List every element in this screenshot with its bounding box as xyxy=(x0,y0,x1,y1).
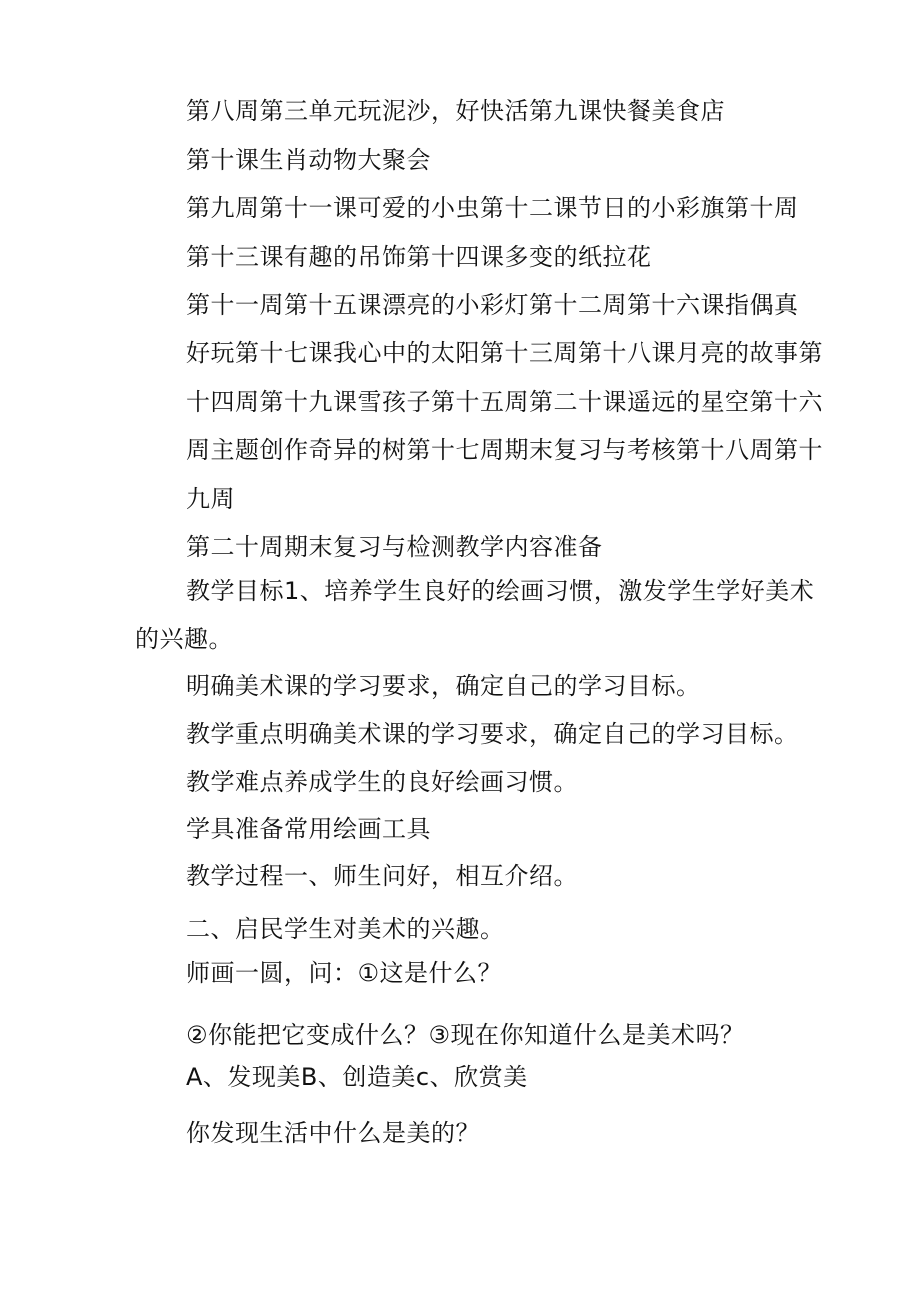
text-line: 你发现生活中什么是美的？ xyxy=(186,1119,480,1147)
text-line: 教学重点明确美术课的学习要求，确定自己的学习目标。 xyxy=(186,720,799,748)
text-line: 师画一圆，问：①这是什么？ xyxy=(186,959,503,987)
text-line: 学具准备常用绘画工具 xyxy=(186,815,431,843)
text-line: A、发现美B、创造美c、欣赏美 xyxy=(186,1063,528,1091)
text-line: 九周 xyxy=(186,485,235,513)
text-line: 好玩第十七课我心中的太阳第十三周第十八课月亮的故事第 xyxy=(186,339,823,367)
text-line: 第十三课有趣的吊饰第十四课多变的纸拉花 xyxy=(186,243,652,271)
text-line: 的兴趣。 xyxy=(135,625,233,653)
text-line: 第九周第十一课可爱的小虫第十二课节日的小彩旗第十周 xyxy=(186,194,799,222)
text-line: 二、启民学生对美术的兴趣。 xyxy=(186,915,505,943)
text-line: 教学过程一、师生问好，相互介绍。 xyxy=(186,862,578,890)
text-line: 第二十周期末复习与检测教学内容准备 xyxy=(186,533,603,561)
text-line: 第十课生肖动物大聚会 xyxy=(186,146,431,174)
text-line: 第十一周第十五课漂亮的小彩灯第十二周第十六课指偶真 xyxy=(186,291,799,319)
text-line: 教学目标1、培养学生良好的绘画习惯，激发学生学好美术 xyxy=(186,577,815,605)
text-line: 教学难点养成学生的良好绘画习惯。 xyxy=(186,768,578,796)
text-line: 明确美术课的学习要求，确定自己的学习目标。 xyxy=(186,672,701,700)
text-line: ②你能把它变成什么？③现在你知道什么是美术吗？ xyxy=(186,1021,745,1049)
text-line: 第八周第三单元玩泥沙，好快活第九课快餐美食店 xyxy=(186,97,725,125)
text-line: 周主题创作奇异的树第十七周期末复习与考核第十八周第十 xyxy=(186,436,823,464)
text-line: 十四周第十九课雪孩子第十五周第二十课遥远的星空第十六 xyxy=(186,388,823,416)
